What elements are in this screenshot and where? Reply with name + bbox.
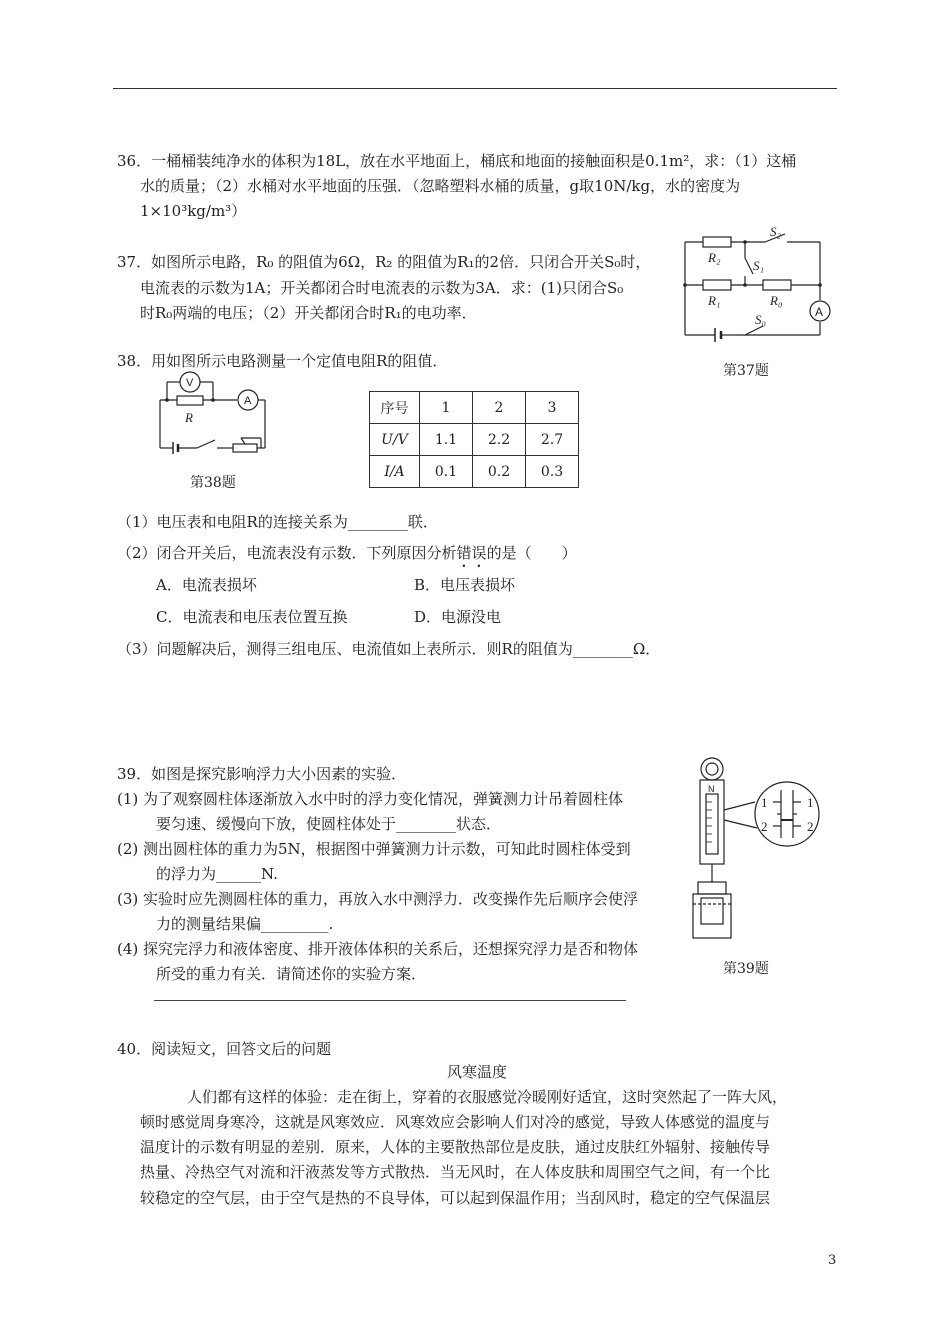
q39-spring-scale-diagram xyxy=(685,752,835,952)
label-r0: R₀ xyxy=(770,293,783,308)
q38-part3: （3）问题解决后，测得三组电压、电流值如上表所示．则R的阻值为________Ω． xyxy=(117,640,661,658)
q38-caption: 第38题 xyxy=(190,475,236,491)
table-cell: 0.1 xyxy=(420,456,473,488)
q38-title: 38．用如图所示电路测量一个定值电阻R的阻值． xyxy=(117,352,448,370)
q38-option-d: D．电源没电 xyxy=(414,608,502,626)
q39-part2b: 的浮力为______N. xyxy=(156,865,278,883)
table-cell: 0.3 xyxy=(526,456,579,488)
table-cell: 0.2 xyxy=(473,456,526,488)
ammeter-label: A xyxy=(244,395,252,407)
q39-part2a: (2) 测出圆柱体的重力为5N，根据图中弹簧测力计示数，可知此时圆柱体受到 xyxy=(117,840,631,858)
q38-option-a: A．电流表损坏 xyxy=(156,576,257,594)
table-cell: U/V xyxy=(370,424,420,456)
q38-part2-post: 的是（ ） xyxy=(486,544,577,562)
resistor-label: R xyxy=(185,410,193,425)
label-s2: S₂ xyxy=(770,224,782,239)
q39-answer-line xyxy=(154,1000,626,1001)
page-number: 3 xyxy=(828,1253,837,1268)
label-r2: R₂ xyxy=(708,250,721,265)
table-row xyxy=(370,456,579,488)
q37-line3: 时R₀两端的电压；（2）开关都闭合时R₁的电功率． xyxy=(140,304,477,322)
q38-part2-pre: （2）闭合开关后，电流表没有示数．下列原因分析 xyxy=(117,544,457,562)
q38-part1: （1）电压表和电阻R的连接关系为________联． xyxy=(117,513,438,531)
q39-part1a: (1) 为了观察圆柱体逐渐放入水中时的浮力变化情况，弹簧测力计吊着圆柱体 xyxy=(117,790,624,808)
q38-part2 xyxy=(117,541,577,571)
q40-line5: 较稳定的空气层，由于空气是热的不良导体，可以起到保温作用；当刮风时，稳定的空气保温层 xyxy=(140,1189,771,1207)
q38-option-c: C．电流表和电压表位置互换 xyxy=(156,608,348,626)
q39-part3a: (3) 实验时应先测圆柱体的重力，再放入水中测浮力．改变操作先后顺序会使浮 xyxy=(117,890,639,908)
q38-data-table xyxy=(369,391,579,488)
q40-line2: 顿时感觉周身寒冷，这就是风寒效应．风寒效应会影响人们对冷的感觉，导致人体感觉的温度与 xyxy=(140,1113,771,1131)
table-cell: 1 xyxy=(420,392,473,424)
q39-part3b: 力的测量结果偏_________. xyxy=(156,915,334,933)
header-rule xyxy=(113,88,837,89)
q40-line4: 热量、冷热空气对流和汗液蒸发等方式散热．当无风时，在人体皮肤和周围空气之间，有一个比 xyxy=(140,1163,771,1181)
q37-line2: 电流表的示数为1A；开关都闭合时电流表的示数为3A．求：(1)只闭合S₀ xyxy=(140,279,624,297)
label-s1: S₁ xyxy=(753,258,765,273)
voltmeter-label: V xyxy=(186,377,194,389)
scale-mark-2-right: 2 xyxy=(807,819,814,834)
q40-title: 40．阅读短文，回答文后的问题 xyxy=(117,1040,332,1058)
q37-caption: 第37题 xyxy=(723,363,769,379)
table-cell: 2 xyxy=(473,392,526,424)
q39-part4b: 所受的重力有关．请简述你的实验方案． xyxy=(156,965,427,983)
q38-option-b: B．电压表损坏 xyxy=(414,576,516,594)
q36-line2: 水的质量；（2）水桶对水平地面的压强．（忽略塑料水桶的质量，g取10N/kg，水的密度为 xyxy=(140,177,741,195)
q36-line3: 1×10³kg/m³） xyxy=(140,202,247,220)
q40-line3: 温度计的示数有明显的差别．原来，人体的主要散热部位是皮肤，通过皮肤红外辐射、接触传导 xyxy=(140,1138,771,1156)
q40-heading: 风寒温度 xyxy=(447,1063,508,1081)
q39-caption: 第39题 xyxy=(723,961,769,977)
scale-mark-1-right: 1 xyxy=(807,795,814,810)
q39-part1b: 要匀速、缓慢向下放，使圆柱体处于________状态． xyxy=(156,815,502,833)
table-cell: 1.1 xyxy=(420,424,473,456)
q39-title: 39．如图是探究影响浮力大小因素的实验． xyxy=(117,765,407,783)
scale-mark-1-left: 1 xyxy=(761,795,768,810)
table-cell: 2.2 xyxy=(473,424,526,456)
q38-circuit-diagram xyxy=(145,368,275,463)
table-row xyxy=(370,424,579,456)
ammeter-label: A xyxy=(815,305,824,319)
q39-part4a: (4) 探究完浮力和液体密度、排开液体体积的关系后，还想探究浮力是否和物体 xyxy=(117,940,639,958)
table-cell: I/A xyxy=(370,456,420,488)
table-row xyxy=(370,392,579,424)
q36-line1: 36．一桶桶装纯净水的体积为18L，放在水平地面上，桶底和地面的接触面积是0.1m²，求：（1）这桶 xyxy=(117,152,797,170)
label-s0: S₀ xyxy=(755,312,767,327)
q37-circuit-diagram xyxy=(675,220,835,350)
table-cell: 序号 xyxy=(370,392,420,424)
table-cell: 3 xyxy=(526,392,579,424)
q38-part2-emphasis: 错误 xyxy=(456,544,487,562)
scale-mark-2-left: 2 xyxy=(761,819,768,834)
q40-line1: 人们都有这样的体验：走在街上，穿着的衣服感觉冷暖刚好适宜，这时突然起了一阵大风， xyxy=(187,1088,788,1106)
scale-unit-label: N xyxy=(708,784,715,794)
table-cell: 2.7 xyxy=(526,424,579,456)
label-r1: R₁ xyxy=(708,293,721,308)
q37-line1: 37．如图所示电路，R₀ 的阻值为6Ω，R₂ 的阻值为R₁的2倍．只闭合开关S₀时， xyxy=(117,253,651,271)
